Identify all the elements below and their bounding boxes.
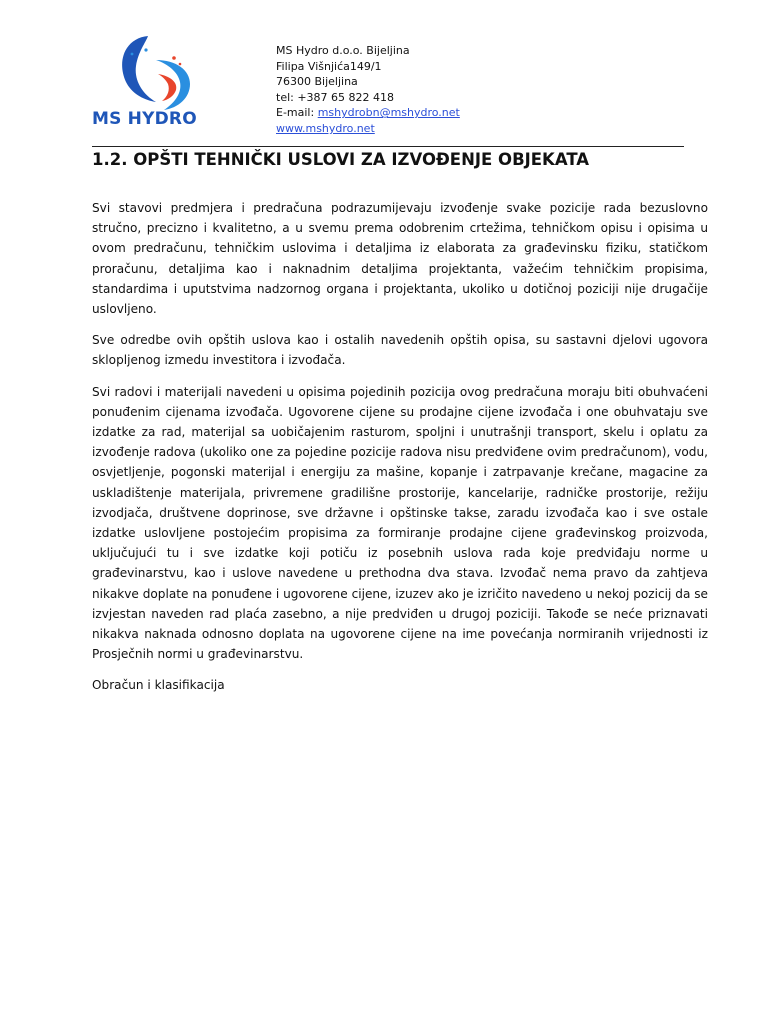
- paragraph: Svi stavovi predmjera i predračuna podrazumijevaju izvođenje svake pozicije rada bezuslovno stručno, precizno i kvalitetno, a u svemu prema odobrenim crtežima, tehničkom opisu i opisima u ovom predračunu, tehničkim uslovima i detaljima iz elaborata za građevinsku fiziku, statičkom proračunu, detaljima kao i naknadnim detaljima projektanta, važećim tehničkim propisima, standardima i uputstvima nadzornog organa i projektanta, ukoliko u dotičnoj poziciji nije drugačije uslovljeno.: [92, 201, 708, 317]
- company-city: 76300 Bijeljina: [276, 75, 358, 89]
- paragraph: Svi radovi i materijali navedeni u opisima pojedinih pozicija ovog predračuna moraju biti obuhvaćeni ponuđenim cijenama izvođača. Ugovorene cijene su prodajne cijene izvođača i one obuhvataju sve izdatke za rad, materijal sa uobičajenim rasturom, spoljni i unutrašnji transport, skelu i oplatu za izvođenje radova (ukoliko one za pojedine pozicije radova nisu predviđene ovim predračunom), vodu, osvjetljenje, pogonski materijal i energiju za mašine, kopanje i zatrpavanje krečane, magacine za uskladištenje materijala, privremene gradilišne prostorije, kancelarije, radničke prostorije, režiju izvodjača, društvene doprinose, sve državne i opštinske takse, zaradu izvođača kao i sve ostale izdatke uslovljene postojećim propisima za formiranje prodajne cijene građevinskog proizvoda, uključujući tu i sve izdatke koji potiču iz posebnih uslova rada koje predviđaju norme u građevinarstvu, kao i uslove navedene u prethodna dva stava. Izvođač nema pravo da zahtjeva nikakve doplate na ponuđene i ugovorene cijene, izuzev ako je izričito navedeno u nekoj pozicij da se izvjestan naveden rad plaća zasebno, a nije predviđen u drugoj poziciji. Takođe se neće priznavati nikakva naknada odnosno doplata na ugovorene cijene na ime povećanja normiranih vrijednosti iz Prosječnih normi u građevinarstvu.: [92, 384, 708, 662]
- company-email-line: [276, 105, 460, 121]
- company-street: Filipa Višnjića149/1: [276, 59, 382, 73]
- paragraph: Sve odredbe ovih opštih uslova kao i ostalih navedenih opštih opisa, su sastavni djelovi ugovora sklopljenog izmedu investitora i izvođača.: [92, 333, 708, 368]
- company-info: [276, 43, 460, 137]
- website-link[interactable]: www.mshydro.net: [276, 121, 375, 135]
- email-link[interactable]: mshydrobn@mshydro.net: [317, 106, 460, 120]
- section-heading: 1.2. OPŠTI TEHNIČKI USLOVI ZA IZVOĐENJE OBJEKATA: [92, 150, 590, 169]
- company-name: MS Hydro d.o.o. Bijeljina: [276, 44, 410, 57]
- logo-text: MS HYDRO: [92, 109, 197, 129]
- paragraph: Obračun i klasifikacija: [92, 678, 225, 693]
- document-body: [92, 198, 708, 707]
- email-label: E-mail:: [276, 106, 318, 120]
- company-phone: tel: +387 65 822 418: [276, 90, 395, 104]
- header-divider: [92, 146, 684, 147]
